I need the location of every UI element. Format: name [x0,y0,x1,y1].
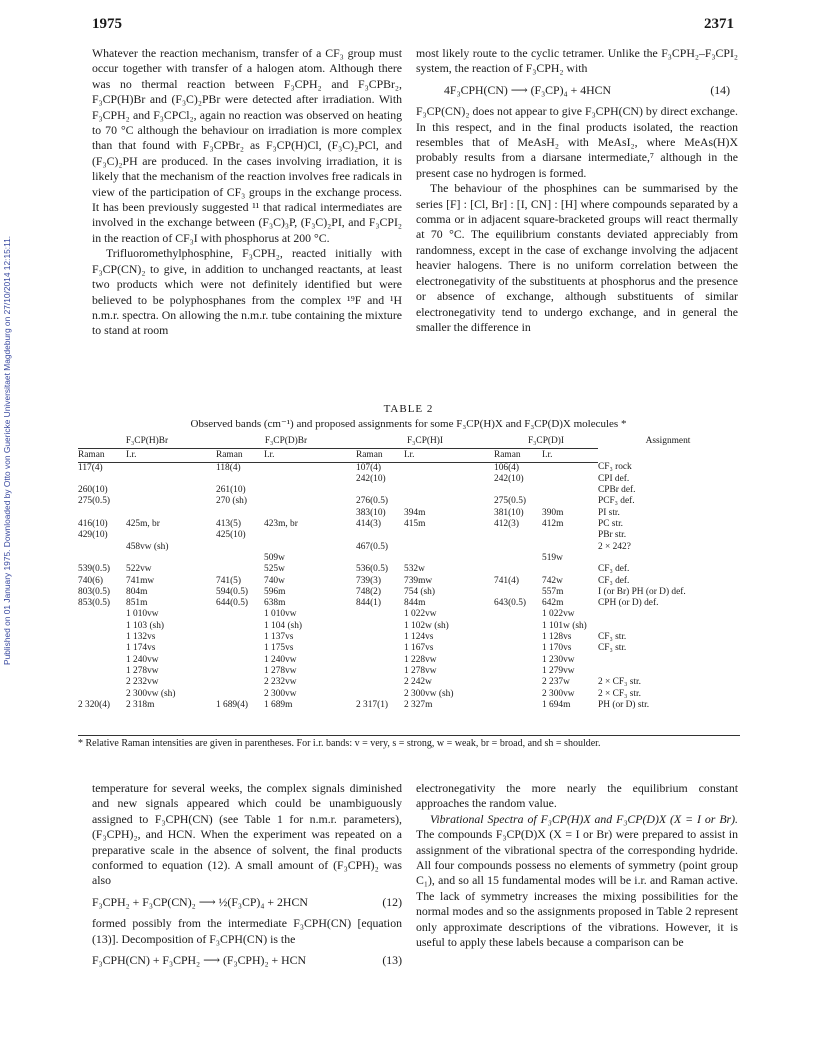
left-column-bottom [92,781,402,974]
table-cell: 412(3) [494,519,519,530]
group-header: Assignment [645,436,691,446]
table-cell [356,677,404,688]
table-cell [494,564,542,575]
table-cell: 1 278vw [126,665,159,676]
table-cell: 1 278vw [404,665,437,676]
table-row [78,598,738,609]
table-cell: 638m [264,598,286,609]
table-row [78,587,738,598]
table-cell [494,587,542,598]
table-cell [356,485,404,496]
table-cell [542,530,598,541]
assignment-cell: CF₃ str. [598,643,627,654]
table-cell: 853(0.5) [78,598,111,609]
table-cell [78,689,126,700]
table-cell [404,462,494,474]
group-header: F₃CP(D)Br [216,436,356,449]
table-cell: 739(3) [356,575,381,586]
table-cell: 242(10) [356,473,386,484]
group-header: F₃CP(D)I [494,436,598,449]
table-cell: 1 102w (sh) [404,620,449,631]
table-cell: 740(6) [78,575,103,586]
table-cell: 2 237w [542,677,570,688]
assignment-cell: 2 × CF₃ str. [598,677,641,688]
paragraph: temperature for several weeks, the complex signals diminished and new signals appeared which could be unambiguously assigned to F₃CPH(CN) (see Table 1 for n.m.r. parameters), (F₃CPH)₂, and HCN. When the experiment was repeated on a preparative scale in the absence of solvent, the final products conformed to equation (12). A small amount of (F₃CPH)₂ was also [92,781,402,888]
table-cell [356,632,404,643]
table-cell [542,485,598,496]
table-cell: 1 137vs [264,632,294,643]
table-row [78,485,738,496]
table-cell: 642m [542,598,564,609]
table-cell: 413(5) [216,519,241,530]
table-cell: 458vw (sh) [126,541,169,552]
table-cell [216,542,264,553]
table-cell: 851m [126,598,148,609]
table-cell: 276(0.5) [356,496,389,507]
table-label: TABLE 2 [383,403,434,415]
paragraph: most likely route to the cyclic tetramer. Unlike the F₃CPH₂–F₃CPI₂ system, the reaction of F₃CPH₂ with [416,46,738,76]
table-cell: 2 300vw (sh) [126,688,176,699]
assignment-cell: PCF₃ def. [598,496,635,507]
table-row [78,700,738,711]
table-cell [404,530,494,541]
table-cell [126,496,216,507]
table-cell: 557m [542,586,564,597]
table-cell: 739mw [404,575,433,586]
table-cell: 532w [404,564,425,575]
table-row [78,474,738,485]
table-cell: 242(10) [494,473,524,484]
table-cell: 741mw [126,575,155,586]
table-cell: 844(1) [356,598,381,609]
table-cell: 1 022vw [404,609,437,620]
table-cell [126,530,216,541]
section-heading: Vibrational Spectra of F₃CP(H)X and F₃CP(D)X (X = I or Br). [430,811,738,826]
table-cell: 383(10) [356,507,386,518]
assignment-cell [598,621,738,632]
assignment-cell: CF₃ def. [598,564,630,575]
table-row [78,508,738,519]
group-header: F₃CP(H)Br [78,436,216,449]
assignment-cell [598,655,738,666]
table-cell: 754 (sh) [404,586,435,597]
table-cell [542,542,598,553]
table-cell [216,655,264,666]
table-cell [494,542,542,553]
spectra-table [78,436,738,711]
paragraph: The behaviour of the phosphines can be summarised by the series [F] : [Cl, Br] : [I, CN] : [H] where compounds separated by a comma or in adjacent square-bracketed groups will react thermally at 70 °C. The equilibrium constants deviated appreciably from randomness, except in the case of exchange involving the adjacent heavier halogens. There is no uniform correlation between the electronegativity of the substituents at phosphorus and the presence or absence of exchange, although substituents of similar electronegativity tend to undergo exchange, and in general the smaller the difference in [416,181,738,334]
table-cell: 1 170vs [542,643,572,654]
table-cell [78,609,126,620]
table-cell [264,530,356,541]
table-cell: 270 (sh) [216,496,247,507]
table-row [78,643,738,654]
table-cell: 414(3) [356,519,381,530]
table-cell [356,666,404,677]
table-cell [494,553,542,564]
table-cell: 643(0.5) [494,598,527,609]
assignment-cell: I (or Br) PH (or D) def. [598,586,686,597]
table-cell [78,542,126,553]
table-cell: 596m [264,586,286,597]
table-cell [494,655,542,666]
table-cell [126,508,216,519]
table-cell [264,462,356,474]
table-cell [494,485,542,496]
table-cell [126,474,216,485]
assignment-cell: CPI def. [598,473,630,484]
table-cell: 394m [404,507,426,518]
table-cell: 1 174vs [126,643,156,654]
table-cell [542,462,598,474]
table-cell: 748(2) [356,586,381,597]
table-row [78,576,738,587]
table-cell [78,666,126,677]
table-cell: 2 317(1) [356,699,389,710]
table-cell: 381(10) [494,507,524,518]
table-cell: 741(4) [494,575,519,586]
assignment-cell: PI str. [598,507,620,518]
table-cell: 467(0.5) [356,541,389,552]
table-row [78,564,738,575]
table-cell [264,474,356,485]
paragraph: Vibrational Spectra of F₃CP(H)X and F₃CP(D)X (X = I or Br). The compounds F₃CP(D)X (X = I or Br) were prepared to assist in assignment of the vibrational spectra of the corresponding hydride. All four compounds possess no elements of symmetry (point group C₁), and so all 15 fundamental modes will be i.r. and Raman active. The lack of symmetry increases the mixing possibilities for the normal modes and so the assignments proposed in Table 2 represent only approximate descriptions of the vibrations. However, it is useful to apply these labels because a comparison can be [416,811,738,950]
table-cell: 1 689(4) [216,699,249,710]
table-cell: 275(0.5) [78,496,111,507]
table-cell [356,689,404,700]
table-cell: 1 101w (sh) [542,620,587,631]
table-cell [216,621,264,632]
equation-12: F₃CPH₂ + F₃CP(CN)₂ ⟶ ½(F₃CP)₄ + 2HCN (12) [92,894,402,909]
table-cell: 1 230vw [542,654,575,665]
table-cell [356,621,404,632]
table-row [78,609,738,620]
table-cell: 1 132vs [126,632,156,643]
table-row [78,655,738,666]
table-cell [216,508,264,519]
table-row [78,666,738,677]
download-watermark: Published on 01 January 1975. Downloaded by Otto von Guericke Universitaet Magdeburg on 27/10/2014 12:15:11. [2,235,12,665]
table-row [78,689,738,700]
table-cell: 644(0.5) [216,598,249,609]
table-cell: 1 103 (sh) [126,620,165,631]
table-cell: 429(10) [78,530,108,541]
table-cell [494,530,542,541]
table-cell: 412m [542,519,564,530]
table-cell [216,643,264,654]
equation-13: F₃CPH(CN) + F₃CPH₂ ⟶ (F₃CPH)₂ + HCN (13) [92,953,402,968]
table-cell: 1 124vs [404,632,434,643]
table-cell: 803(0.5) [78,586,111,597]
table-row [78,519,738,530]
table-cell: 390m [542,507,564,518]
table-row [78,462,738,474]
assignment-cell: PBr str. [598,530,627,541]
table-cell [78,677,126,688]
table-cell [356,553,404,564]
table-cell [404,474,494,485]
table-subheader: Raman I.r. Raman I.r. Raman I.r. Raman I.r. [78,449,738,462]
table-cell: 2 320(4) [78,699,111,710]
table-cell: 1 694m [542,699,571,710]
table-cell: 536(0.5) [356,564,389,575]
paragraph: F₃CP(CN)₂ does not appear to give F₃CPH(CN) by direct exchange. In this respect, and in the final products isolated, the reaction resembles that of MeAsH₂ with MeAsI₂, where MeAs(H)X probably results from a diarsane intermediate,⁷ although in the present case no hydrogen is formed. [416,104,738,180]
assignment-cell: CPBr def. [598,485,636,496]
table-cell: 117(4) [78,462,103,473]
table-cell: 2 242w [404,677,432,688]
table-cell [356,609,404,620]
table-cell [216,666,264,677]
table-cell [404,553,494,564]
table-cell: 260(10) [78,485,108,496]
right-column-bottom [416,781,738,950]
table-cell: 2 327m [404,699,433,710]
table-cell [542,474,598,485]
table-cell [264,542,356,553]
table-cell [216,474,264,485]
table-cell: 509w [264,552,285,563]
table-cell [356,530,404,541]
table-cell [126,485,216,496]
table-cell [494,609,542,620]
table-cell: 539(0.5) [78,564,111,575]
assignment-cell: CPH (or D) def. [598,598,659,609]
table-cell: 519w [542,552,563,563]
table-cell [264,485,356,496]
table-cell: 522vw [126,564,152,575]
table-cell: 1 228vw [404,654,437,665]
table-cell [78,553,126,564]
table-cell [542,564,598,575]
table-cell: 118(4) [216,462,241,473]
table-cell: 1 240vw [126,654,159,665]
table-cell [216,609,264,620]
assignment-cell [598,609,738,620]
table-cell: 2 300vw [542,688,575,699]
table-cell [216,677,264,688]
table-cell: 1 167vs [404,643,434,654]
assignment-cell [598,666,738,677]
table-cell: 2 232vw [126,677,159,688]
table-cell: 261(10) [216,485,246,496]
table-row [78,530,738,541]
table-footnote: * Relative Raman intensities are given in parentheses. For i.r. bands: v = very, s = strong, w = weak, br = broad, and sh = shoulder. [78,735,740,750]
table-cell [126,462,216,474]
table-cell: 1 128vs [542,632,572,643]
table-cell [216,632,264,643]
table-cell: 425(10) [216,530,246,541]
table-cell [404,542,494,553]
table-cell: 740w [264,575,285,586]
table-cell: 1 279vw [542,665,575,676]
table-cell: 2 300vw [264,688,297,699]
table-cell: 2 300vw (sh) [404,688,454,699]
table-cell [78,643,126,654]
table-cell: 1 104 (sh) [264,620,303,631]
equation-14: 4F₃CPH(CN) ⟶ (F₃CP)₄ + 4HCN (14) [444,82,730,97]
table-cell [78,632,126,643]
table-row [78,553,738,564]
table-cell: 741(5) [216,575,241,586]
table-cell [494,677,542,688]
table-row [78,632,738,643]
table-group-header [78,436,738,449]
table-cell: 1 278vw [264,665,297,676]
table-cell [126,553,216,564]
table-cell: 804m [126,586,148,597]
assignment-cell: PC str. [598,519,624,530]
table-cell [78,655,126,666]
table-cell: 525w [264,564,285,575]
paragraph: electronegativity the more nearly the equilibrium constant approaches the random value. [416,781,738,811]
table-cell [494,700,542,711]
table-cell: 423m, br [264,519,298,530]
table-cell: 275(0.5) [494,496,527,507]
table-cell: 1 175vs [264,643,294,654]
table-cell: 107(4) [356,462,381,473]
table-row [78,621,738,632]
table-row [78,496,738,507]
left-column-top [92,46,402,339]
table-cell [264,508,356,519]
assignment-cell: CF₃ str. [598,632,627,643]
journal-year: 1975 [92,16,122,32]
paragraph: Whatever the reaction mechanism, transfer of a CF₃ group must occur together with transfer of a halogen atom. Although there was no thermal reaction between F₃CPH₂ and F₃CPBr₂, F₃CP(H)Br and (F₃C)₂PBr were detected after irradiation. With F₃CPH₂ and F₃CPCl₂, again no reaction was observed on heating to 70 °C although the behaviour on irradiation is more complex than that found with F₃CPBr₂ as F₃CP(H)Cl, (F₃C)₂PCl, and (F₃C)₂PH are produced. In the cases involving irradiation, it is likely that the mechanism of the reaction involves free radicals in view of the participation of CF₃ groups in the exchange process. It has been previously suggested ¹¹ that radical intermediates are involved in the exchange between (F₃C)₃P, (F₃C)₂PI, and F₃CPI₂ in the reaction of CF₃I with phosphorus at 200 °C. [92,46,402,245]
assignment-cell: CF₃ def. [598,575,630,586]
table-cell: 844m [404,598,426,609]
table-cell [542,496,598,507]
table-caption: Observed bands (cm⁻¹) and proposed assignments for some F₃CP(H)X and F₃CP(D)X molecules * [190,418,627,430]
table-cell [494,621,542,632]
table-cell [216,553,264,564]
group-header: F₃CP(H)I [356,436,494,449]
table-cell [78,474,126,485]
table-cell: 2 318m [126,699,155,710]
table-cell [356,643,404,654]
table-cell: 416(10) [78,519,108,530]
paragraph: Trifluoromethylphosphine, F₃CPH₂, reacted initially with F₃CP(CN)₂ to give, in addition to unchanged reactants, at least two products which were not definitely identified but were believed to be polyphosphanes from the complex ¹⁹F and ¹H n.m.r. spectra. On allowing the n.m.r. tube containing the mixture to stand at room [92,246,402,338]
table-cell: 1 010vw [126,609,159,620]
table-cell: 594(0.5) [216,586,249,597]
assignment-cell: PH (or D) str. [598,699,650,710]
table-row [78,542,738,553]
table-cell: 2 232vw [264,677,297,688]
table-cell: 415m [404,519,426,530]
table-cell [78,508,126,519]
assignment-cell: 2 × CF₃ str. [598,688,641,699]
table-cell: 106(4) [494,462,519,473]
table-cell: 1 689m [264,699,293,710]
table-cell: 425m, br [126,519,160,530]
assignment-cell: CF₃ rock [598,462,632,473]
paragraph: formed possibly from the intermediate F₃CPH(CN) [equation (13)]. Decomposition of F₃CPH(CN) is the [92,916,402,946]
table-cell: 742w [542,575,563,586]
table-cell [404,485,494,496]
assignment-cell [598,553,738,564]
table-cell [216,689,264,700]
table-cell [494,666,542,677]
table-cell [264,496,356,507]
table-cell [356,655,404,666]
table-cell: 1 240vw [264,654,297,665]
table-cell: 1 010vw [264,609,297,620]
table-cell [216,564,264,575]
table-cell: 1 022vw [542,609,575,620]
table-row [78,677,738,688]
table-cell [404,496,494,507]
table-cell [494,689,542,700]
assignment-cell: 2 × 242? [598,541,631,552]
table-cell [494,632,542,643]
table-cell [494,643,542,654]
table-cell [78,621,126,632]
right-column-top [416,46,738,335]
page-number: 2371 [704,16,734,32]
